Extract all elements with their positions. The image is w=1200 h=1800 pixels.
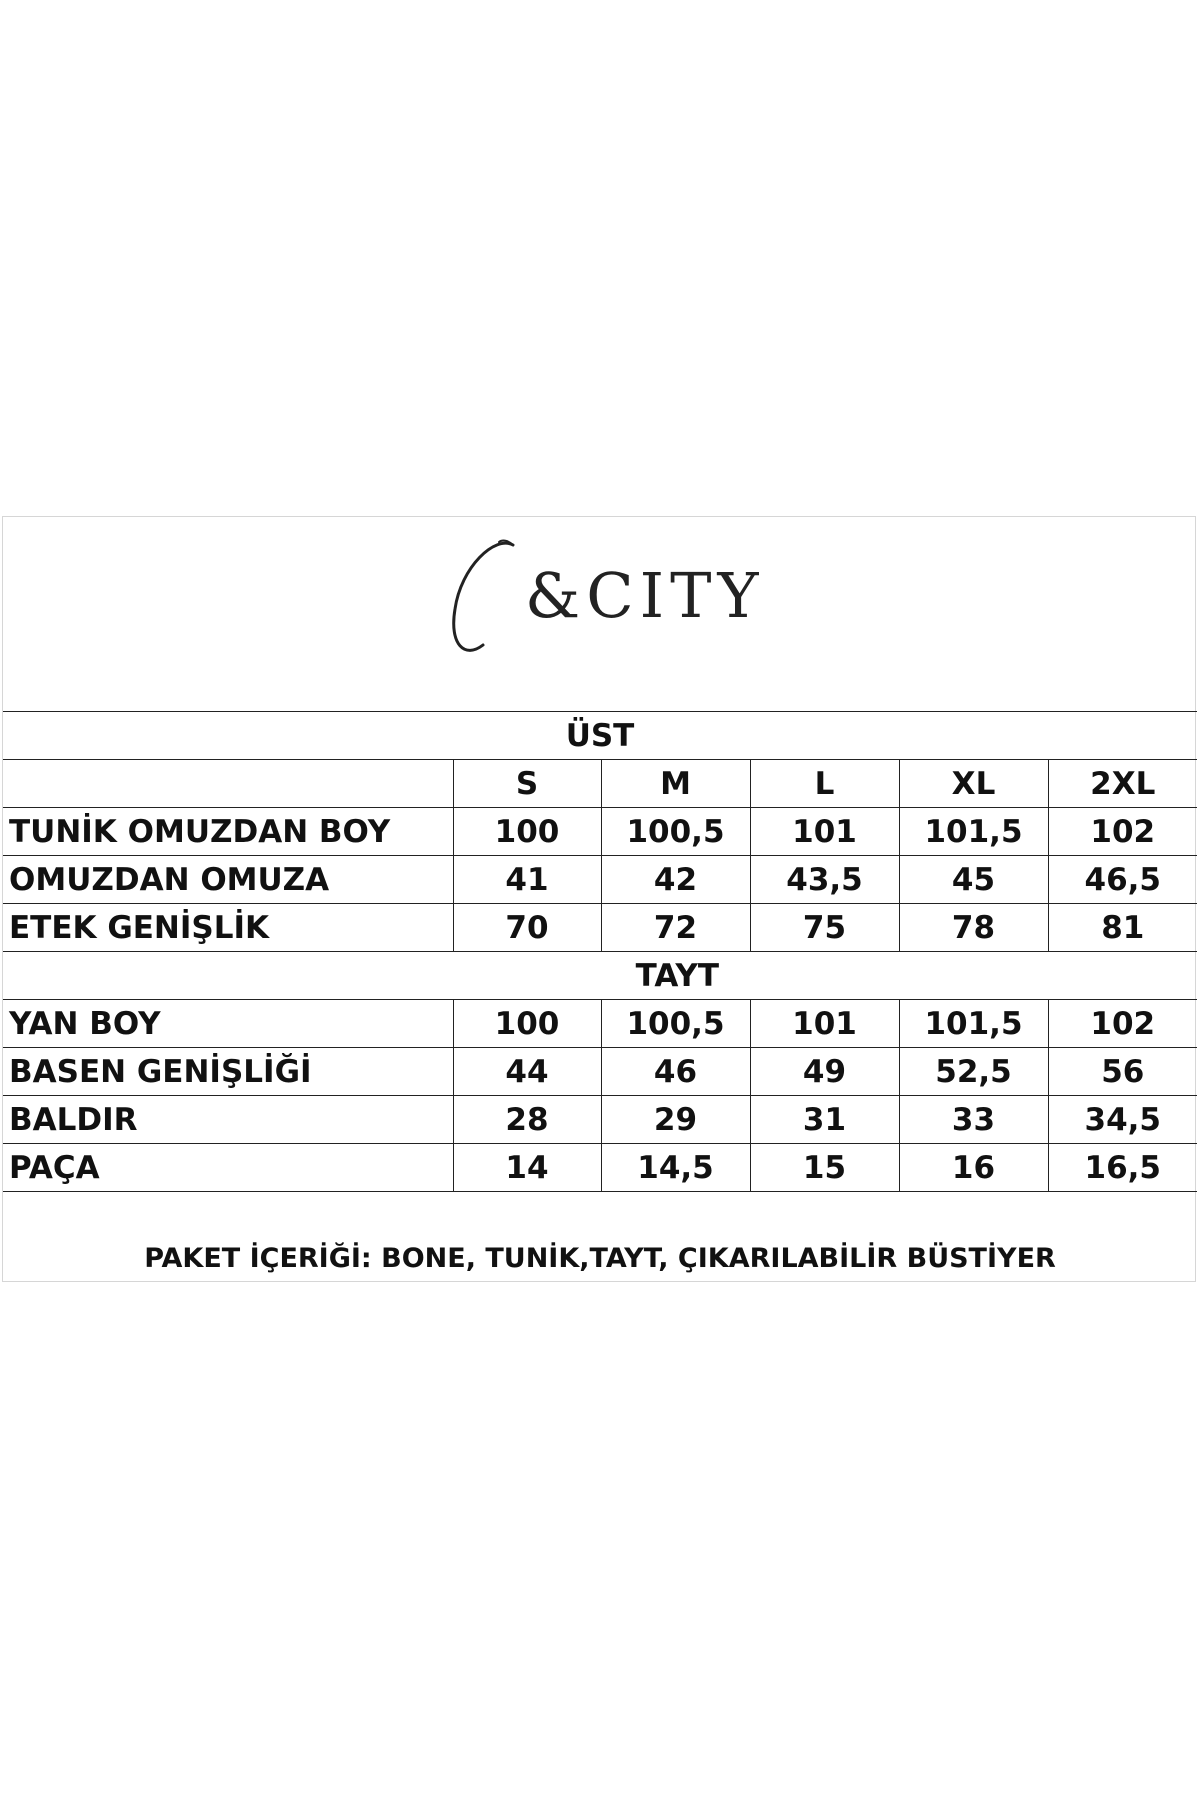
table-row [3,1144,1197,1192]
brand-logo [443,527,773,677]
table-cell: 101 [750,808,899,856]
table-row [3,1096,1197,1144]
table-row [3,808,1197,856]
table-cell: 100 [453,808,601,856]
table-cell: 81 [1048,904,1197,952]
table-cell: 29 [601,1096,750,1144]
table-cell: 101,5 [899,1000,1048,1048]
size-header-m: M [601,760,750,808]
row-label: BALDIR [3,1096,453,1144]
size-header-2xl: 2XL [1048,760,1197,808]
row-label: YAN BOY [3,1000,453,1048]
table-cell: 44 [453,1048,601,1096]
table-cell: 34,5 [1048,1096,1197,1144]
table-row [3,904,1197,952]
row-label: BASEN GENİŞLİĞİ [3,1048,453,1096]
table-cell: 33 [899,1096,1048,1144]
table-cell: 100 [453,1000,601,1048]
row-label: ETEK GENİŞLİK [3,904,453,952]
table-cell: 42 [601,856,750,904]
table-row [3,856,1197,904]
brand-logo-icon [443,527,773,677]
size-table [3,711,1197,1192]
size-header-s: S [453,760,601,808]
table-cell: 101 [750,1000,899,1048]
section-header-tayt [3,952,1197,1000]
table-cell: 43,5 [750,856,899,904]
brand-wordmark: &CITY [525,559,765,632]
size-header-l: L [750,760,899,808]
table-cell: 28 [453,1096,601,1144]
table-cell: 100,5 [601,808,750,856]
table-cell: 102 [1048,1000,1197,1048]
table-cell: 56 [1048,1048,1197,1096]
row-label: TUNİK OMUZDAN BOY [3,808,453,856]
size-chart-sheet [2,516,1196,1282]
table-cell: 49 [750,1048,899,1096]
table-cell: 52,5 [899,1048,1048,1096]
table-cell: 70 [453,904,601,952]
section-title-tayt: TAYT [3,952,1197,1000]
table-cell: 78 [899,904,1048,952]
table-cell: 100,5 [601,1000,750,1048]
section-title-ust: ÜST [3,712,1197,760]
table-cell: 16 [899,1144,1048,1192]
table-cell: 46 [601,1048,750,1096]
table-row [3,1048,1197,1096]
size-header-empty-cell [3,760,453,808]
section-header-ust [3,712,1197,760]
table-cell: 14,5 [601,1144,750,1192]
table-cell: 75 [750,904,899,952]
row-label: PAÇA [3,1144,453,1192]
table-cell: 16,5 [1048,1144,1197,1192]
size-header-row [3,760,1197,808]
table-row [3,1000,1197,1048]
row-label: OMUZDAN OMUZA [3,856,453,904]
table-cell: 15 [750,1144,899,1192]
table-cell: 45 [899,856,1048,904]
table-cell: 102 [1048,808,1197,856]
table-cell: 31 [750,1096,899,1144]
table-cell: 41 [453,856,601,904]
table-cell: 101,5 [899,808,1048,856]
table-cell: 14 [453,1144,601,1192]
table-cell: 46,5 [1048,856,1197,904]
package-contents-note: PAKET İÇERİĞİ: BONE, TUNİK,TAYT, ÇIKARILABİLİR BÜSTİYER [144,1243,1056,1274]
size-header-xl: XL [899,760,1048,808]
table-cell: 72 [601,904,750,952]
